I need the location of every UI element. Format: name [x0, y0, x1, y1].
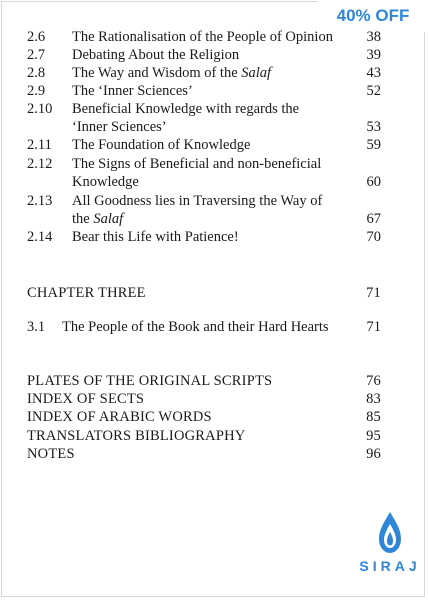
toc-page: 39 — [366, 47, 381, 63]
siraj-logo — [355, 510, 425, 580]
toc-number: 2.10 — [27, 101, 53, 117]
toc-number: 2.11 — [27, 137, 52, 153]
toc-page: 76 — [366, 373, 381, 389]
toc-page: 71 — [366, 285, 381, 301]
toc-page: 71 — [366, 319, 381, 335]
toc-title: The Signs of Beneficial and non-beneficial — [72, 156, 322, 172]
toc-number: 2.9 — [27, 83, 46, 99]
toc-number: 3.1 — [27, 319, 46, 335]
toc-page: 60 — [366, 174, 381, 190]
chapter-title: CHAPTER THREE — [27, 285, 146, 301]
back-title: INDEX OF ARABIC WORDS — [27, 409, 212, 425]
toc-page: 83 — [366, 391, 381, 407]
toc-title: The Way and Wisdom of the Salaf — [72, 65, 272, 81]
toc-page: 53 — [366, 119, 381, 135]
toc-title: The Foundation of Knowledge — [72, 137, 251, 153]
toc-page: 43 — [366, 65, 381, 81]
toc-title-line2: Knowledge — [72, 174, 139, 190]
toc-page: 38 — [366, 29, 381, 45]
toc-page: 59 — [366, 137, 381, 153]
toc-title: The People of the Book and their Hard Hearts — [62, 319, 329, 335]
toc-number: 2.8 — [27, 65, 46, 81]
toc-page: 70 — [366, 229, 381, 245]
toc-title: The ‘Inner Sciences’ — [72, 83, 193, 99]
toc-number: 2.7 — [27, 47, 46, 63]
toc-page: 96 — [366, 446, 381, 462]
discount-badge: 40% OFF — [318, 0, 428, 32]
back-title: PLATES OF THE ORIGINAL SCRIPTS — [27, 373, 273, 389]
toc-number: 2.6 — [27, 29, 46, 45]
toc-title-line2: the Salaf — [72, 211, 124, 227]
toc-title: The Rationalisation of the People of Opinion — [72, 29, 333, 45]
toc-page: 67 — [366, 211, 381, 227]
back-title: INDEX OF SECTS — [27, 391, 145, 407]
toc-number: 2.13 — [27, 193, 53, 209]
toc-page: 52 — [366, 83, 381, 99]
toc-number: 2.12 — [27, 156, 53, 172]
toc-title: Beneficial Knowledge with regards the — [72, 101, 300, 117]
toc-page: 95 — [366, 428, 381, 444]
toc-title-italic: Salaf — [93, 211, 124, 227]
toc-title: Debating About the Religion — [72, 47, 240, 63]
back-title: TRANSLATORS BIBLIOGRAPHY — [27, 428, 246, 444]
toc-title-italic: Salaf — [241, 65, 272, 81]
logo-wordmark: SIRAJ — [359, 558, 421, 574]
toc-number: 2.14 — [27, 229, 53, 245]
toc-title-line2: ‘Inner Sciences’ — [72, 119, 167, 135]
back-title: NOTES — [27, 446, 75, 462]
toc-page: 85 — [366, 409, 381, 425]
flame-lamp-icon — [355, 510, 425, 558]
toc-title: Bear this Life with Patience! — [72, 229, 239, 245]
toc-title: All Goodness lies in Traversing the Way of — [72, 193, 323, 209]
